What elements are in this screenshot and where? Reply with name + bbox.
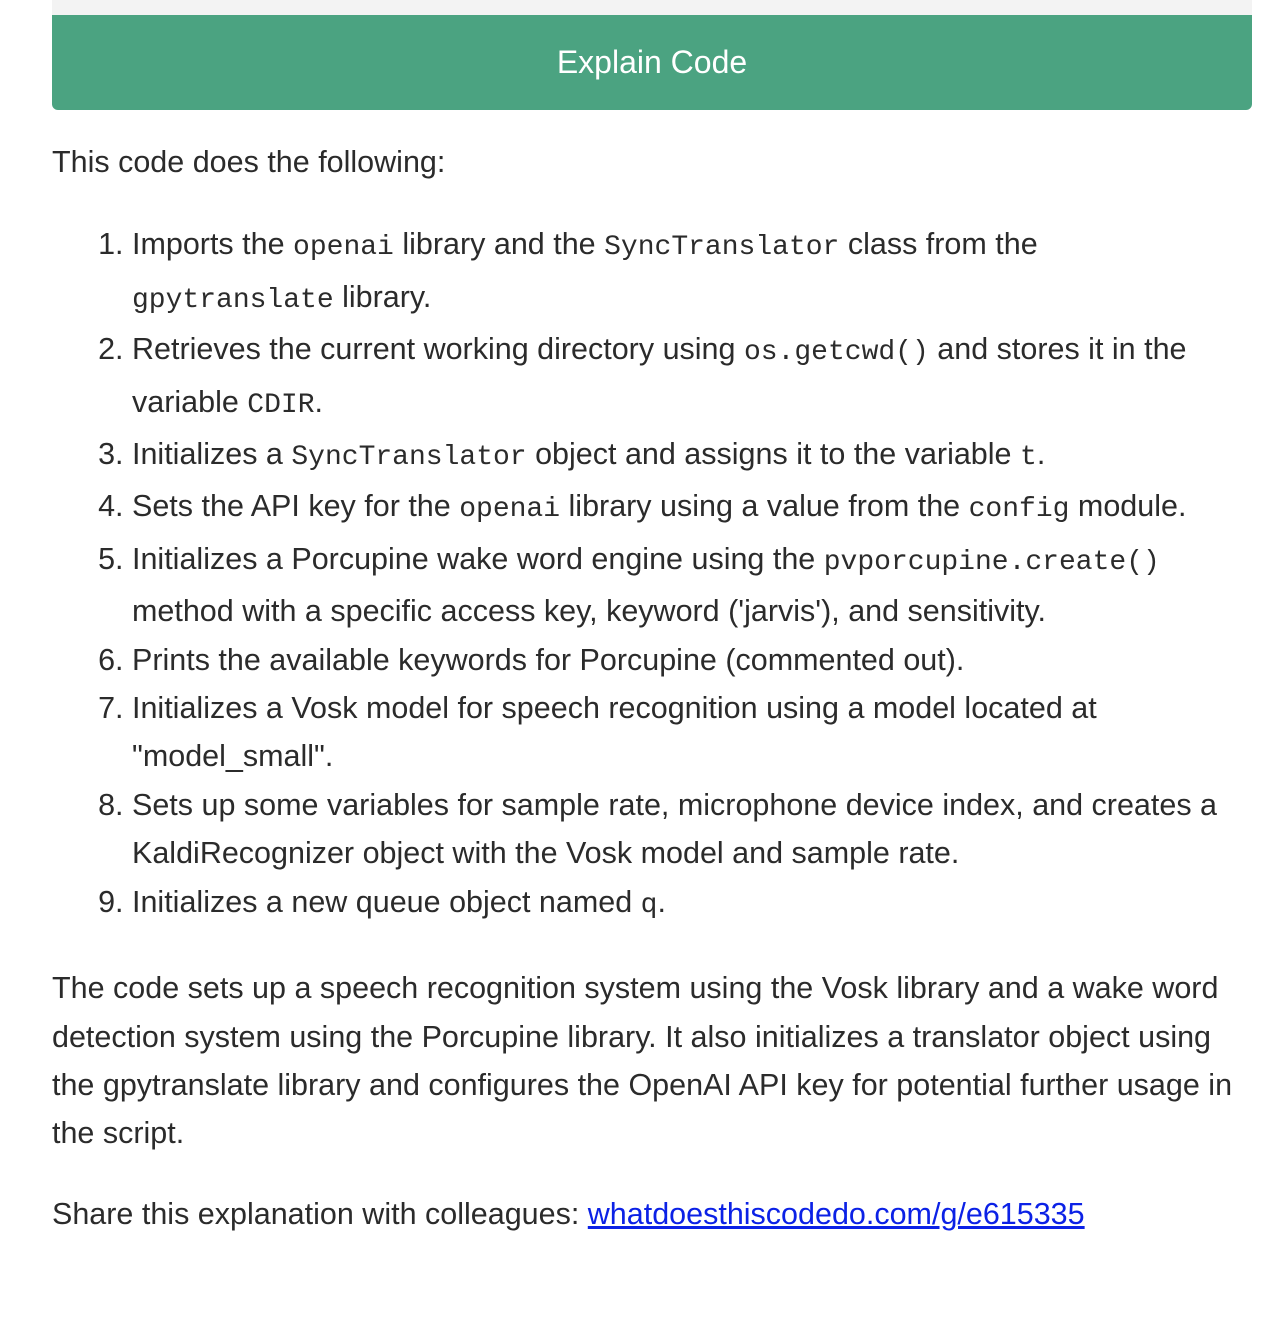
step-text: Initializes a Vosk model for speech recognition using a model located at "model_small". [132,691,1097,774]
step-text: class from the [839,227,1038,262]
step-text: and stores it in the variable [132,332,1187,419]
step-text: Retrieves the current working directory using [132,332,744,367]
list-item [132,535,1247,636]
inline-code: gpytranslate [132,284,334,316]
step-text: object and assigns it to the variable [526,437,1020,472]
list-item [132,220,1247,325]
list-item [132,430,1247,482]
share-link[interactable]: whatdoesthiscodedo.com/g/e615335 [587,1196,1085,1231]
inline-code: openai [293,232,394,264]
summary-text: The code sets up a speech recognition system using the Vosk library and a wake word detection system using the Porcupine library. It also initializes a translator object using the gpytranslate library and configures the OpenAI API key for potential further usage in the script. [52,971,1233,1151]
inline-code: t [1020,442,1037,474]
step-text: Initializes a [132,437,292,472]
step-text: Initializes a new queue object named [132,884,641,919]
step-text: Imports the [132,227,294,262]
step-text: Initializes a Porcupine wake word engine using the [132,541,824,576]
list-item [132,325,1247,430]
step-text: . [314,384,323,419]
step-text: Sets the API key for the [132,489,460,524]
inline-code: SyncTranslator [604,232,840,264]
step-text: Sets up some variables for sample rate, microphone device index, and creates a KaldiRecognizer object with the Vosk model and sample rate. [132,787,1218,871]
steps-list [52,220,1247,930]
list-item [132,781,1247,878]
step-text: library. [333,279,432,314]
inline-code: SyncTranslator [291,442,527,474]
explain-code-button[interactable]: Explain Code [52,15,1252,110]
inline-code: config [968,494,1070,526]
inline-code: openai [459,494,561,526]
inline-code: pvporcupine.create() [823,546,1160,578]
share-label: Share this explanation with colleagues: [52,1196,588,1231]
step-text: library and the [393,227,605,262]
intro-text: This code does the following: [52,145,446,179]
step-text: . [657,884,666,919]
inline-code: os.getcwd() [743,337,929,369]
inline-code: q [640,889,658,921]
list-item [132,636,1247,684]
list-item [132,878,1247,930]
inline-code: CDIR [247,389,315,421]
top-strip [52,0,1252,16]
list-item [132,684,1247,781]
step-text: method with a specific access key, keyword ('jarvis'), and sensitivity. [132,594,1046,629]
step-text: . [1036,437,1046,472]
share-line [52,1190,1247,1238]
list-item [132,482,1247,534]
step-text: library using a value from the [560,489,969,524]
explanation-content [52,138,1247,1238]
step-text: module. [1069,489,1187,524]
step-text: Prints the available keywords for Porcupine (commented out). [132,642,965,677]
